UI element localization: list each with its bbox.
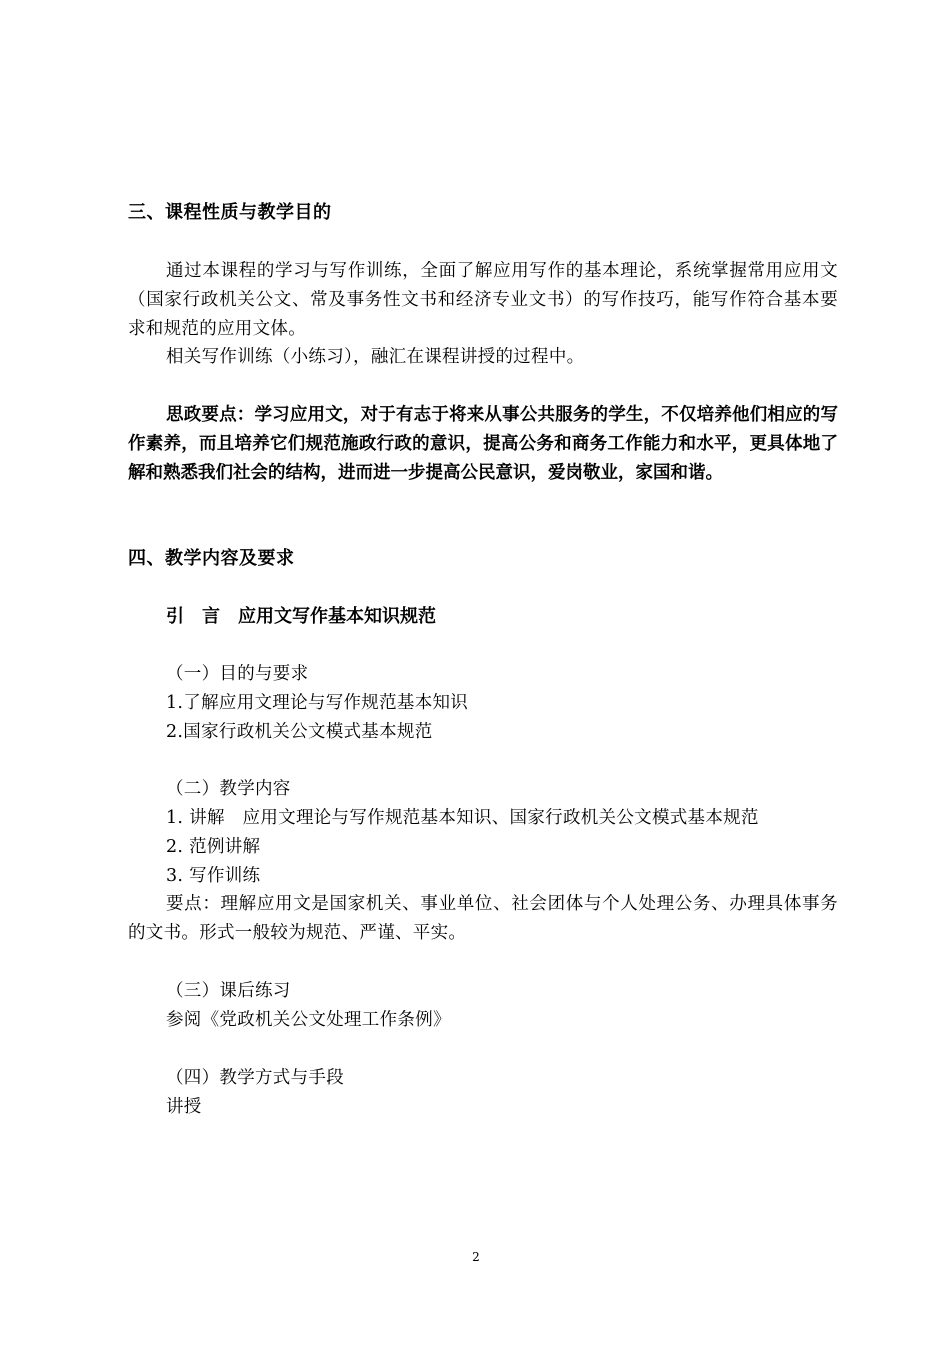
part2-item: 2. 范例讲解: [166, 837, 261, 857]
page-number: 2: [472, 1250, 480, 1264]
part4-content: 讲授: [166, 1097, 202, 1117]
part4-title: （四）教学方式与手段: [166, 1068, 344, 1088]
part2-title: （二）教学内容: [166, 779, 291, 799]
part1-title: （一）目的与要求: [166, 664, 309, 684]
introduction-title: 引 言 应用文写作基本知识规范: [166, 606, 436, 627]
part3-title: （三）课后练习: [166, 981, 291, 1001]
ideology-points-paragraph: 思政要点：学习应用文，对于有志于将来从事公共服务的学生，不仅培养他们相应的写作素养，而且培养它们规范施政行政的意识，提高公务和商务工作能力和水平，更具体地了解和熟悉我们社会的结构，进而进一步提高公民意识，爱岗敬业，家国和谐。: [128, 405, 838, 483]
part2-item: 3. 写作训练: [166, 866, 261, 886]
part3-content: 参阅《党政机关公文处理工作条例》: [166, 1010, 451, 1030]
part1-item: 2.国家行政机关公文模式基本规范: [166, 722, 433, 742]
writing-practice-paragraph: 相关写作训练（小练习），融汇在课程讲授的过程中。: [166, 347, 585, 367]
section-heading-3: 三、课程性质与教学目的: [128, 202, 332, 223]
part2-item: 1. 讲解 应用文理论与写作规范基本知识、国家行政机关公文模式基本规范: [166, 808, 759, 828]
key-points-paragraph: 要点：理解应用文是国家机关、事业单位、社会团体与个人处理公务、办理具体事务的文书。形式一般较为规范、严谨、平实。: [128, 894, 838, 943]
course-objective-paragraph: 通过本课程的学习与写作训练，全面了解应用写作的基本理论，系统掌握常用应用文（国家行政机关公文、常及事务性文书和经济专业文书）的写作技巧，能写作符合基本要求和规范的应用文体。: [128, 261, 838, 339]
part1-item: 1.了解应用文理论与写作规范基本知识: [166, 693, 469, 713]
section-heading-4: 四、教学内容及要求: [128, 548, 295, 569]
